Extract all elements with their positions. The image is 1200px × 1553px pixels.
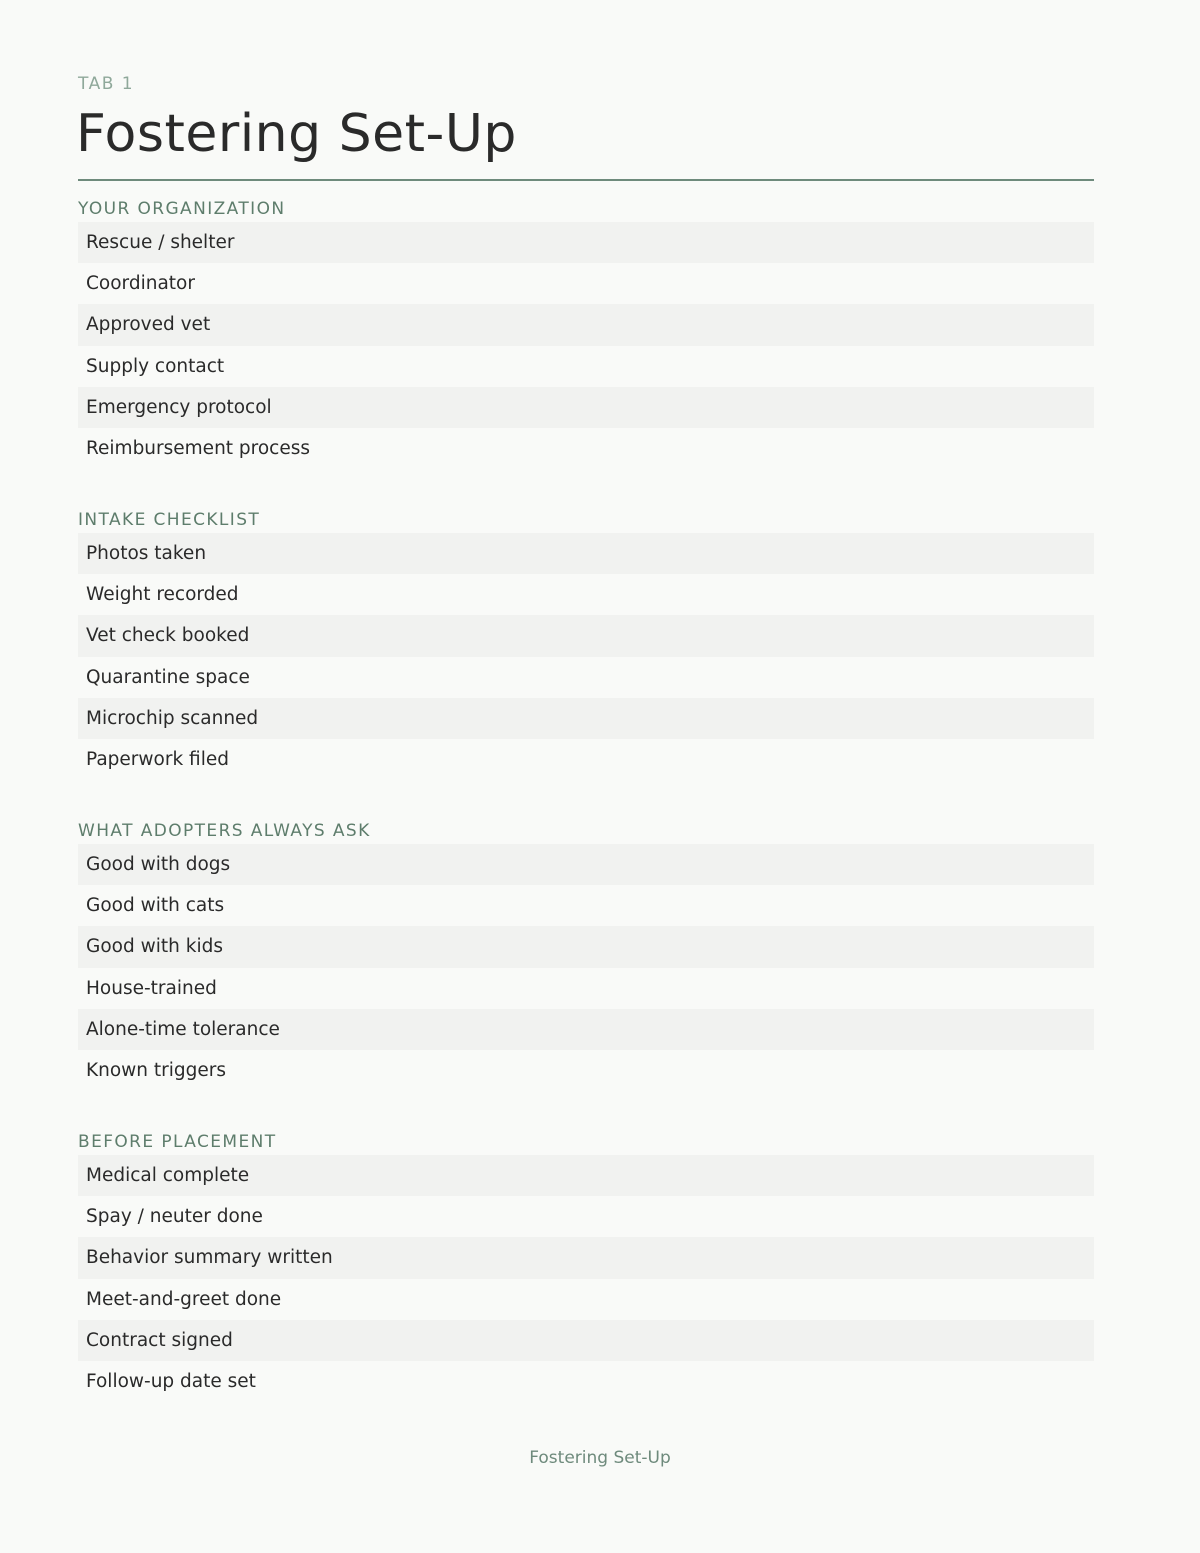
section-heading: YOUR ORGANIZATION [78,199,286,219]
title-divider [78,179,1094,181]
checklist-row[interactable]: Photos taken [78,533,1094,574]
page-footer: Fostering Set-Up [529,1448,671,1468]
question-row[interactable]: Good with dogs [78,844,1094,885]
checklist-row[interactable]: Contract signed [78,1320,1094,1361]
field-row[interactable]: Supply contact [86,355,225,377]
question-row[interactable]: Good with cats [86,895,225,917]
question-row[interactable]: Alone-time tolerance [78,1009,1094,1050]
checklist-row[interactable]: Follow-up date set [86,1370,256,1392]
checklist-row[interactable]: Paperwork filed [86,748,229,770]
section-your-organization [78,200,1094,469]
section-heading: INTAKE CHECKLIST [78,510,261,530]
checklist-row[interactable]: Vet check booked [78,615,1094,656]
checklist-row[interactable]: Microchip scanned [78,698,1094,739]
field-row[interactable]: Rescue / shelter [78,222,1094,263]
checklist-row[interactable]: Spay / neuter done [86,1206,263,1228]
checklist-row[interactable]: Quarantine space [86,666,250,688]
field-row[interactable]: Emergency protocol [78,387,1094,428]
field-row[interactable]: Coordinator [86,273,195,295]
section-heading: BEFORE PLACEMENT [78,1132,277,1152]
field-row[interactable]: Approved vet [78,304,1094,345]
question-row[interactable]: Good with kids [78,926,1094,967]
section-before-placement [78,1133,1094,1402]
tab-label: TAB 1 [78,74,135,94]
section-heading: WHAT ADOPTERS ALWAYS ASK [78,821,371,841]
question-row[interactable]: Known triggers [86,1059,227,1081]
checklist-row[interactable]: Behavior summary written [78,1237,1094,1278]
checklist-row[interactable]: Medical complete [78,1155,1094,1196]
section-intake-checklist [78,511,1094,780]
checklist-row[interactable]: Meet-and-greet done [86,1288,282,1310]
checklist-row[interactable]: Weight recorded [86,584,239,606]
page-title: Fostering Set-Up [76,104,517,164]
field-row[interactable]: Reimbursement process [86,437,311,459]
section-what-adopters-always-ask [78,822,1094,1091]
question-row[interactable]: House-trained [86,977,217,999]
